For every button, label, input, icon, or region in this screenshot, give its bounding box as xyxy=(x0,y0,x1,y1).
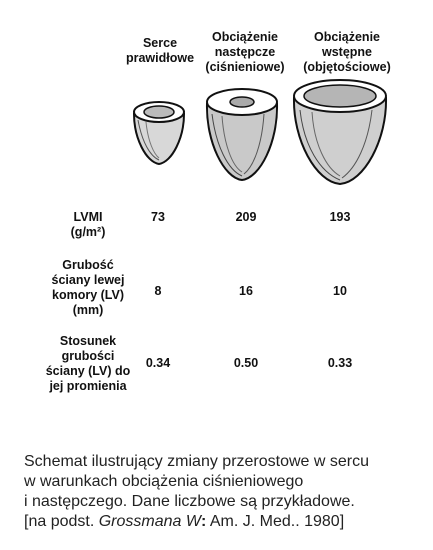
column-heading-volume-overload: Obciążenie wstępne (objętościowe) xyxy=(303,30,391,74)
ratio-value-normal: 0.34 xyxy=(145,356,171,370)
caption-source-author: Grossmana W xyxy=(98,513,201,530)
ratio-value-pressure: 0.50 xyxy=(233,356,259,370)
lvmi-value-pressure: 209 xyxy=(235,210,257,224)
wall-thickness-value-pressure: 16 xyxy=(239,284,253,298)
caption-line-2: w warunkach obciążenia ciśnieniowego xyxy=(24,473,304,490)
caption-line-3: i następczego. Dane liczbowe są przykładowe. xyxy=(24,493,355,510)
figure-caption xyxy=(24,452,424,532)
row-label-lvmi: LVMI (g/m²) xyxy=(70,210,106,239)
caption-line-4 xyxy=(24,512,424,532)
row-label-wall-thickness: Grubość ściany lewej komory (LV) (mm) xyxy=(51,258,125,317)
volume-overload-heart-illustration xyxy=(288,74,392,188)
column-heading-pressure-overload: Obciążenie następcze (ciśnieniowe) xyxy=(205,30,285,74)
caption-source-prefix: [na podst. xyxy=(24,513,99,530)
wall-thickness-value-normal: 8 xyxy=(154,284,162,298)
caption-source-colon: : xyxy=(200,513,207,530)
column-heading-normal-heart: Serce prawidłowe xyxy=(125,36,195,65)
lvmi-value-normal: 73 xyxy=(151,210,165,224)
normal-heart-illustration xyxy=(128,98,190,168)
ratio-value-volume: 0.33 xyxy=(327,356,353,370)
pressure-overload-heart-illustration xyxy=(202,84,282,184)
caption-line-1: Schemat ilustrujący zmiany przerostowe w sercu xyxy=(24,453,370,470)
caption-source-suffix: Am. J. Med.. 1980] xyxy=(206,513,345,530)
wall-thickness-value-volume: 10 xyxy=(333,284,347,298)
row-label-thickness-radius-ratio: Stosunek grubości ściany (LV) do jej promienia xyxy=(45,334,131,393)
lvmi-value-volume: 193 xyxy=(329,210,351,224)
